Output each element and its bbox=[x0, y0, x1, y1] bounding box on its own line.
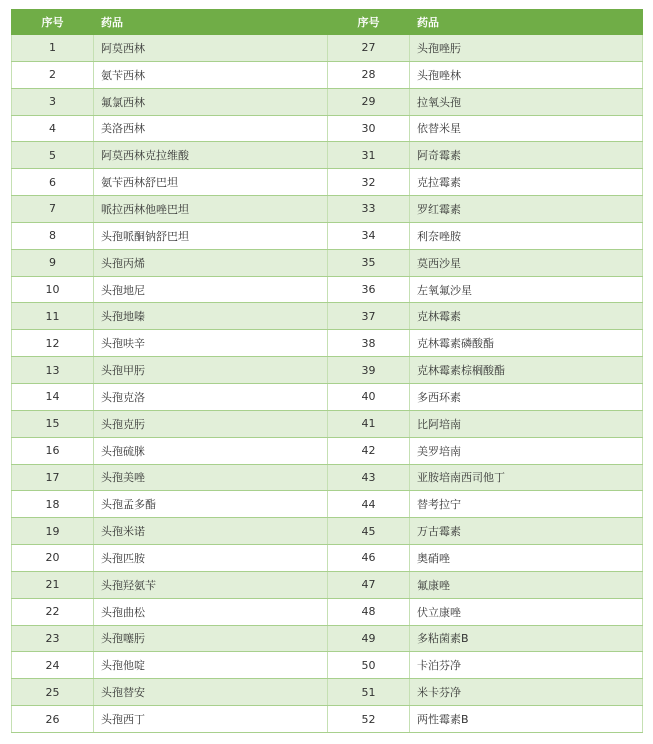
cell-serial-left: 16 bbox=[12, 437, 94, 464]
table-row bbox=[12, 142, 643, 169]
cell-serial-left: 26 bbox=[12, 706, 94, 733]
table-row bbox=[12, 330, 643, 357]
cell-drug-right: 亚胺培南西司他丁 bbox=[410, 464, 643, 491]
table-row bbox=[12, 679, 643, 706]
cell-drug-right: 头孢唑林 bbox=[410, 61, 643, 88]
cell-serial-right: 49 bbox=[328, 625, 410, 652]
cell-serial-left: 21 bbox=[12, 571, 94, 598]
table-row bbox=[12, 464, 643, 491]
table-row bbox=[12, 598, 643, 625]
cell-drug-right: 克林霉素棕榈酸酯 bbox=[410, 357, 643, 384]
cell-serial-left: 5 bbox=[12, 142, 94, 169]
table-row bbox=[12, 222, 643, 249]
cell-drug-right: 依替米星 bbox=[410, 115, 643, 142]
cell-serial-left: 24 bbox=[12, 652, 94, 679]
table-row bbox=[12, 115, 643, 142]
cell-serial-left: 8 bbox=[12, 222, 94, 249]
cell-serial-right: 47 bbox=[328, 571, 410, 598]
table-row bbox=[12, 571, 643, 598]
cell-serial-right: 39 bbox=[328, 357, 410, 384]
cell-drug-right: 两性霉素B bbox=[410, 706, 643, 733]
cell-drug-right: 米卡芬净 bbox=[410, 679, 643, 706]
cell-serial-right: 27 bbox=[328, 35, 410, 62]
cell-serial-left: 4 bbox=[12, 115, 94, 142]
cell-drug-left: 头孢噻肟 bbox=[94, 625, 328, 652]
cell-serial-left: 15 bbox=[12, 410, 94, 437]
cell-drug-left: 头孢甲肟 bbox=[94, 357, 328, 384]
cell-drug-left: 哌拉西林他唑巴坦 bbox=[94, 196, 328, 223]
cell-drug-left: 美洛西林 bbox=[94, 115, 328, 142]
cell-serial-right: 52 bbox=[328, 706, 410, 733]
cell-drug-right: 莫西沙星 bbox=[410, 249, 643, 276]
cell-drug-right: 克林霉素 bbox=[410, 303, 643, 330]
cell-serial-right: 42 bbox=[328, 437, 410, 464]
cell-serial-right: 51 bbox=[328, 679, 410, 706]
cell-serial-right: 48 bbox=[328, 598, 410, 625]
cell-drug-left: 头孢丙烯 bbox=[94, 249, 328, 276]
cell-serial-right: 31 bbox=[328, 142, 410, 169]
cell-drug-right: 克拉霉素 bbox=[410, 169, 643, 196]
header-serial-left: 序号 bbox=[12, 10, 94, 35]
cell-serial-left: 18 bbox=[12, 491, 94, 518]
table-row bbox=[12, 706, 643, 733]
cell-serial-left: 19 bbox=[12, 518, 94, 545]
table-row bbox=[12, 625, 643, 652]
cell-serial-left: 9 bbox=[12, 249, 94, 276]
cell-drug-left: 头孢地嗪 bbox=[94, 303, 328, 330]
cell-drug-right: 阿奇霉素 bbox=[410, 142, 643, 169]
cell-serial-right: 30 bbox=[328, 115, 410, 142]
cell-drug-right: 利奈唑胺 bbox=[410, 222, 643, 249]
cell-drug-left: 头孢羟氨苄 bbox=[94, 571, 328, 598]
cell-drug-left: 头孢克肟 bbox=[94, 410, 328, 437]
cell-drug-right: 奥硝唑 bbox=[410, 545, 643, 572]
cell-serial-left: 3 bbox=[12, 88, 94, 115]
cell-serial-left: 14 bbox=[12, 383, 94, 410]
cell-drug-left: 氨苄西林 bbox=[94, 61, 328, 88]
cell-serial-right: 33 bbox=[328, 196, 410, 223]
cell-serial-left: 1 bbox=[12, 35, 94, 62]
table-row bbox=[12, 357, 643, 384]
cell-serial-right: 50 bbox=[328, 652, 410, 679]
cell-drug-right: 多粘菌素B bbox=[410, 625, 643, 652]
cell-drug-left: 阿莫西林克拉维酸 bbox=[94, 142, 328, 169]
cell-serial-right: 38 bbox=[328, 330, 410, 357]
cell-serial-left: 25 bbox=[12, 679, 94, 706]
cell-drug-right: 替考拉宁 bbox=[410, 491, 643, 518]
cell-drug-left: 头孢克洛 bbox=[94, 383, 328, 410]
table-row bbox=[12, 518, 643, 545]
drug-table bbox=[11, 9, 643, 733]
table-row bbox=[12, 437, 643, 464]
cell-drug-right: 卡泊芬净 bbox=[410, 652, 643, 679]
cell-serial-left: 10 bbox=[12, 276, 94, 303]
cell-serial-right: 32 bbox=[328, 169, 410, 196]
cell-drug-right: 伏立康唑 bbox=[410, 598, 643, 625]
table-row bbox=[12, 303, 643, 330]
cell-drug-right: 头孢唑肟 bbox=[410, 35, 643, 62]
cell-serial-right: 28 bbox=[328, 61, 410, 88]
table-row bbox=[12, 383, 643, 410]
cell-serial-right: 40 bbox=[328, 383, 410, 410]
table-row bbox=[12, 35, 643, 62]
cell-serial-right: 41 bbox=[328, 410, 410, 437]
cell-serial-left: 11 bbox=[12, 303, 94, 330]
table-row bbox=[12, 61, 643, 88]
cell-serial-right: 29 bbox=[328, 88, 410, 115]
cell-drug-right: 氟康唑 bbox=[410, 571, 643, 598]
cell-drug-left: 头孢美唑 bbox=[94, 464, 328, 491]
cell-drug-right: 万古霉素 bbox=[410, 518, 643, 545]
cell-drug-left: 头孢米诺 bbox=[94, 518, 328, 545]
cell-serial-right: 34 bbox=[328, 222, 410, 249]
table-row bbox=[12, 249, 643, 276]
cell-drug-right: 拉氧头孢 bbox=[410, 88, 643, 115]
cell-drug-left: 头孢他啶 bbox=[94, 652, 328, 679]
cell-serial-left: 22 bbox=[12, 598, 94, 625]
table-row bbox=[12, 545, 643, 572]
cell-drug-left: 氨苄西林舒巴坦 bbox=[94, 169, 328, 196]
cell-drug-left: 头孢曲松 bbox=[94, 598, 328, 625]
cell-drug-right: 克林霉素磷酸酯 bbox=[410, 330, 643, 357]
cell-serial-right: 36 bbox=[328, 276, 410, 303]
cell-drug-right: 罗红霉素 bbox=[410, 196, 643, 223]
cell-serial-left: 23 bbox=[12, 625, 94, 652]
header-drug-right: 药品 bbox=[410, 10, 643, 35]
table-body bbox=[12, 35, 643, 733]
cell-drug-left: 头孢呋辛 bbox=[94, 330, 328, 357]
cell-serial-right: 37 bbox=[328, 303, 410, 330]
cell-drug-left: 头孢西丁 bbox=[94, 706, 328, 733]
table-row bbox=[12, 169, 643, 196]
cell-serial-left: 7 bbox=[12, 196, 94, 223]
table-row bbox=[12, 276, 643, 303]
cell-serial-left: 2 bbox=[12, 61, 94, 88]
cell-serial-right: 45 bbox=[328, 518, 410, 545]
cell-drug-left: 头孢哌酮钠舒巴坦 bbox=[94, 222, 328, 249]
cell-drug-left: 阿莫西林 bbox=[94, 35, 328, 62]
cell-serial-left: 20 bbox=[12, 545, 94, 572]
cell-drug-right: 左氧氟沙星 bbox=[410, 276, 643, 303]
table-row bbox=[12, 491, 643, 518]
cell-serial-left: 12 bbox=[12, 330, 94, 357]
cell-drug-left: 头孢地尼 bbox=[94, 276, 328, 303]
cell-drug-right: 比阿培南 bbox=[410, 410, 643, 437]
header-drug-left: 药品 bbox=[94, 10, 328, 35]
cell-drug-left: 氟氯西林 bbox=[94, 88, 328, 115]
cell-drug-left: 头孢硫脒 bbox=[94, 437, 328, 464]
cell-serial-right: 46 bbox=[328, 545, 410, 572]
cell-drug-left: 头孢替安 bbox=[94, 679, 328, 706]
cell-drug-right: 美罗培南 bbox=[410, 437, 643, 464]
table-header-row bbox=[12, 10, 643, 35]
cell-serial-right: 43 bbox=[328, 464, 410, 491]
table-row bbox=[12, 88, 643, 115]
table-row bbox=[12, 196, 643, 223]
cell-drug-right: 多西环素 bbox=[410, 383, 643, 410]
cell-serial-left: 13 bbox=[12, 357, 94, 384]
cell-serial-right: 35 bbox=[328, 249, 410, 276]
header-serial-right: 序号 bbox=[328, 10, 410, 35]
table-row bbox=[12, 410, 643, 437]
cell-drug-left: 头孢孟多酯 bbox=[94, 491, 328, 518]
cell-serial-right: 44 bbox=[328, 491, 410, 518]
cell-serial-left: 17 bbox=[12, 464, 94, 491]
cell-drug-left: 头孢匹胺 bbox=[94, 545, 328, 572]
table-row bbox=[12, 652, 643, 679]
cell-serial-left: 6 bbox=[12, 169, 94, 196]
